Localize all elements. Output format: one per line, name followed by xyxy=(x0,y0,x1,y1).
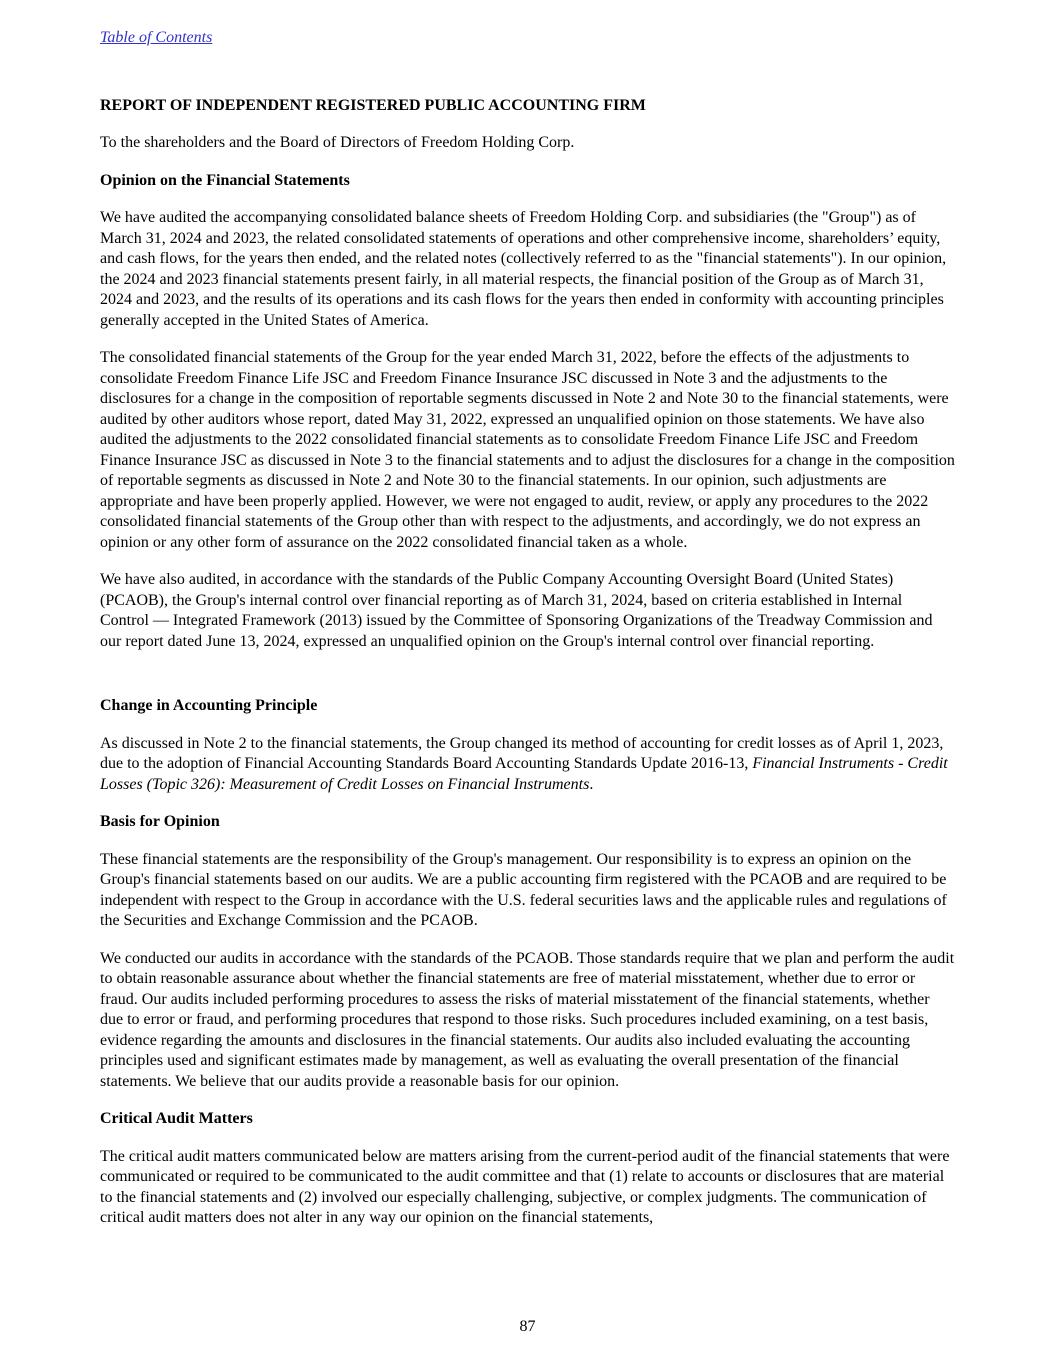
critical-audit-matters-paragraph-1: The critical audit matters communicated below are matters arising from the current-period audit of the financial statements that were communicated or required to be communicated to the audit committee and that (1) relate to accounts or disclosures that are material to the financial statements and (2) involved our especially challenging, subjective, or complex judgments. The communication of critical audit matters does not alter in any way our opinion on the financial statements, xyxy=(100,1147,950,1226)
basis-paragraph-2: We conducted our audits in accordance with the standards of the PCAOB. Those standards require that we plan and perform the audit to obtain reasonable assurance about whether the financial statements are free of material misstatement, whether due to error or fraud. Our audits included performing procedures to assess the risks of material misstatement of the financial statements, whether due to error or fraud, and performing procedures that respond to those risks. Such procedures included examining, on a test basis, evidence regarding the amounts and disclosures in the financial statements. Our audits also included evaluating the accounting principles used and significant estimates made by management, as well as evaluating the overall presentation of the financial statements. We believe that our audits provide a reasonable basis for our opinion. xyxy=(100,949,955,1090)
heading-opinion-on-financial-statements: Opinion on the Financial Statements xyxy=(100,171,350,189)
report-title: REPORT OF INDEPENDENT REGISTERED PUBLIC ACCOUNTING FIRM xyxy=(100,96,646,114)
change-principle-paragraph xyxy=(100,734,955,796)
addressee-line: To the shareholders and the Board of Directors of Freedom Holding Corp. xyxy=(100,134,575,151)
opinion-paragraph-1: We have audited the accompanying consolidated balance sheets of Freedom Holding Corp. and subsidiaries (the "Group") as of March 31, 2024 and 2023, the related consolidated statements of operations and other comprehensive income, shareholders’ equity, and cash flows, for the years then ended, and the related notes (collectively referred to as the "financial statements"). In our opinion, the 2024 and 2023 financial statements present fairly, in all material respects, the financial position of the Group as of March 31, 2024 and 2023, and the results of its operations and its cash flows for the years then ended in conformity with accounting principles generally accepted in the United States of America. xyxy=(100,209,947,329)
change-principle-paragraph-tail: . xyxy=(589,775,594,793)
heading-critical-audit-matters: Critical Audit Matters xyxy=(100,1110,253,1127)
page-number: 87 xyxy=(519,1318,536,1335)
opinion-paragraph-2: The consolidated financial statements of the Group for the year ended March 31, 2022, before the effects of the adjustments to consolidate Freedom Finance Life JSC and Freedom Finance Insurance JSC discussed in Note 3 and the adjustments to the disclosures for a change in the composition of reportable segments discussed in Note 2 and Note 30 to the financial statements, were audited by other auditors whose report, dated May 31, 2022, expressed an unqualified opinion on those statements. We have also audited the adjustments to the 2022 consolidated financial statements as to consolidate Freedom Finance Life JSC and Freedom Finance Insurance JSC as discussed in Note 3 to the financial statements and to adjust the disclosures for a change in the composition of reportable segments as discussed in Note 2 and Note 30 to the financial statements. In our opinion, such adjustments are appropriate and have been properly applied. However, we were not engaged to audit, review, or apply any procedures to the 2022 consolidated financial statements of the Group other than with respect to the adjustments, and accordingly, we do not express an opinion or any other form of assurance on the 2022 consolidated financial taken as a whole. xyxy=(100,349,955,551)
opinion-paragraph-3: We have also audited, in accordance with the standards of the Public Company Accounting Oversight Board (United States) (PCAOB), the Group's internal control over financial reporting as of March 31, 2024, based on criteria established in Internal Control — Integrated Framework (2013) issued by the Committee of Sponsoring Organizations of the Treadway Commission and our report dated June 13, 2024, expressed an unqualified opinion on the Group's internal control over financial reporting. xyxy=(100,571,933,650)
heading-change-in-accounting-principle: Change in Accounting Principle xyxy=(100,697,318,714)
basis-paragraph-1: These financial statements are the responsibility of the Group's management. Our responsibility is to express an opinion on the Group's financial statements based on our audits. We are a public accounting firm registered with the PCAOB and are required to be independent with respect to the Group in accordance with the U.S. federal securities laws and the applicable rules and regulations of the Securities and Exchange Commission and the PCAOB. xyxy=(100,850,947,929)
table-of-contents-link[interactable]: Table of Contents xyxy=(100,29,213,46)
heading-basis-for-opinion: Basis for Opinion xyxy=(100,813,220,830)
change-principle-standard-title: Financial Instruments - Credit Losses (Topic 326): Measurement of Credit Losses on Financial Instruments xyxy=(100,755,948,793)
change-principle-paragraph-lead: As discussed in Note 2 to the financial statements, the Group changed its method of accounting for credit losses as of April 1, 2023, due to the adoption of Financial Accounting Standards Board Accounting Standards Update 2016-13, xyxy=(100,734,944,772)
